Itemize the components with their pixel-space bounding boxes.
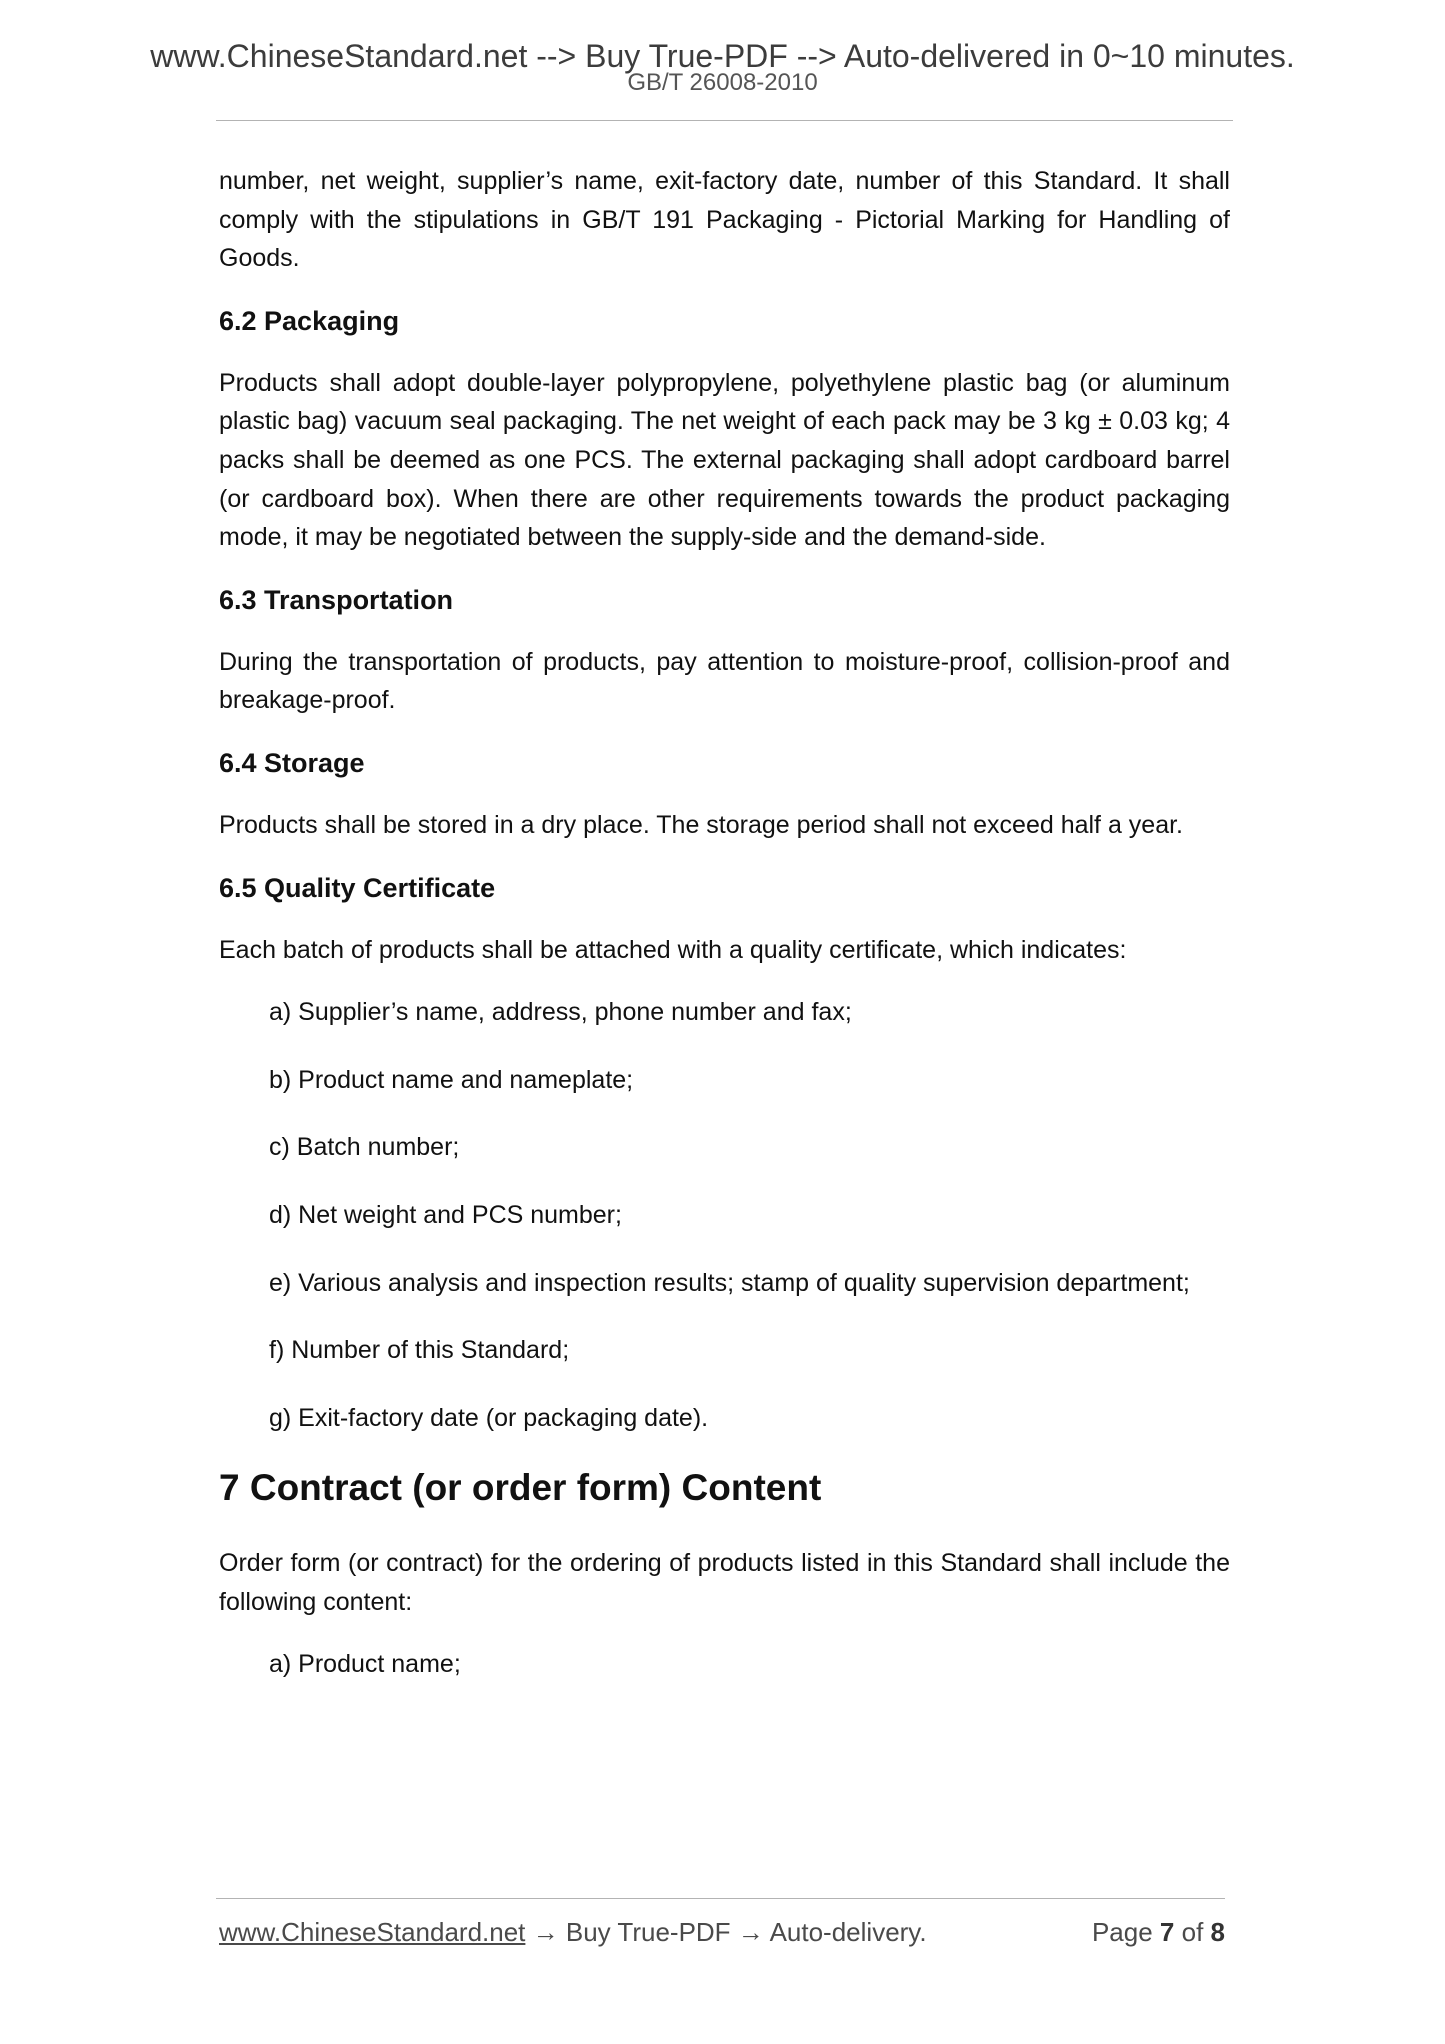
- footer-website-link[interactable]: www.ChineseStandard.net: [219, 1917, 526, 1947]
- footer-divider: [216, 1898, 1225, 1899]
- heading-packaging: 6.2 Packaging: [219, 305, 400, 336]
- storage-paragraph: Products shall be stored in a dry place. The storage period shall not exceed half a year.: [219, 810, 1184, 839]
- transportation-paragraph: During the transportation of products, pay attention to moisture-proof, collision-proof and breakage-proof.: [219, 647, 1230, 715]
- quality-certificate-list: [219, 993, 1230, 1437]
- page-footer: [219, 1914, 1225, 1950]
- list-item: f) Number of this Standard;: [269, 1336, 570, 1365]
- header-divider: [216, 120, 1233, 121]
- footer-promo-text: → Buy True-PDF → Auto-delivery.: [525, 1917, 927, 1947]
- packaging-paragraph: Products shall adopt double-layer polypropylene, polyethylene plastic bag (or aluminum plastic bag) vacuum seal packaging. The net weight of each pack may be 3 kg ± 0.03 kg; 4 packs shall be deemed as one PCS. The external packaging shall adopt cardboard barrel (or cardboard box). When there are other requirements towards the product packaging mode, it may be negotiated between the supply-side and the demand-side.: [219, 368, 1230, 552]
- document-code: GB/T 26008-2010: [627, 69, 818, 96]
- list-item: d) Net weight and PCS number;: [269, 1200, 622, 1229]
- list-item: a) Supplier’s name, address, phone number and fax;: [269, 998, 852, 1027]
- page-content: [219, 162, 1230, 1713]
- intro-paragraph: number, net weight, supplier’s name, exit-factory date, number of this Standard. It shall comply with the stipulations in GB/T 191 Packaging - Pictorial Marking for Handling of Goods.: [219, 167, 1230, 273]
- heading-contract-content: 7 Contract (or order form) Content: [219, 1467, 822, 1509]
- current-page: 7: [1159, 1917, 1175, 1947]
- list-item: a) Product name;: [269, 1650, 461, 1679]
- heading-transportation: 6.3 Transportation: [219, 584, 454, 615]
- footer-promo: [219, 1914, 927, 1950]
- quality-paragraph: Each batch of products shall be attached with a quality certificate, which indicates:: [219, 935, 1127, 964]
- list-item: c) Batch number;: [269, 1133, 460, 1162]
- heading-quality-certificate: 6.5 Quality Certificate: [219, 872, 496, 903]
- list-item: b) Product name and nameplate;: [269, 1065, 634, 1094]
- page-number: Page 7 of 8: [1091, 1917, 1225, 1947]
- list-item: g) Exit-factory date (or packaging date).: [269, 1403, 709, 1432]
- total-pages: 8: [1210, 1917, 1225, 1947]
- top-banner: www.ChineseStandard.net --> Buy True-PDF --> Auto-delivered in 0~10 minutes.: [150, 38, 1295, 74]
- contract-content-list: [219, 1645, 1230, 1684]
- list-item: e) Various analysis and inspection results; stamp of quality supervision department;: [269, 1268, 1190, 1297]
- heading-storage: 6.4 Storage: [219, 747, 365, 778]
- contract-paragraph: Order form (or contract) for the ordering of products listed in this Standard shall include the following content:: [219, 1549, 1230, 1616]
